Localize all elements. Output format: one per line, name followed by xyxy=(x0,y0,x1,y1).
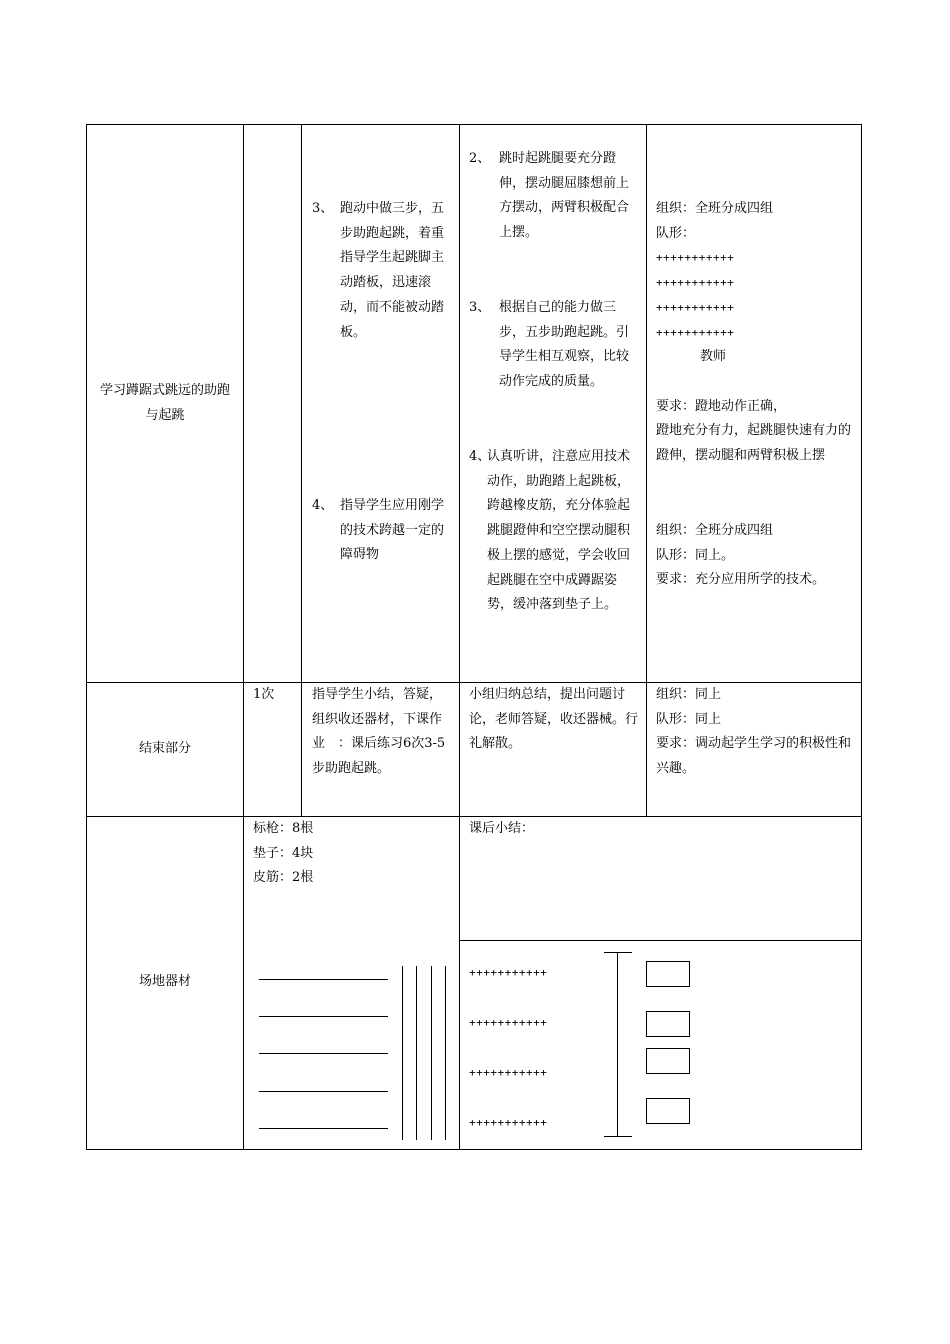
formation-row: +++++++++++ xyxy=(656,251,735,265)
teacher-item xyxy=(312,197,454,345)
teacher-summary-text: 指导学生小结，答疑，组织收还器材，下课作业 ：课后练习6次3-5步助跑起跳。 xyxy=(312,687,446,777)
field-line xyxy=(259,1053,388,1054)
field-line xyxy=(259,1016,388,1017)
formation-row: +++++++++++ xyxy=(656,300,735,314)
section-title: 学习蹲踞式跳远的助跑与起跳 xyxy=(99,383,230,423)
landing-mat xyxy=(646,1011,690,1037)
landing-mat xyxy=(646,1098,690,1124)
formation-row: +++++++++++ xyxy=(469,1016,548,1029)
student-summary-text: 小组归纳总结，提出问题讨论，老师答疑，收还器械。行礼解散。 xyxy=(469,687,639,752)
field-line xyxy=(445,966,446,1140)
formation-row: +++++++++++ xyxy=(469,966,548,979)
item-text: 根据自己的能力做三步，五步助跑起跳。引导学生相互观察，比较动作完成的质量。 xyxy=(499,300,630,390)
item-text: 跑动中做三步，五步助跑起跳，着重指导学生起跳脚主动踏板，迅速滚动，而不能被动踏板。 xyxy=(340,201,445,340)
item-text: 指导学生应用刚学的技术跨越一定的障碍物 xyxy=(340,498,445,563)
field-line xyxy=(259,1091,388,1092)
teacher-item xyxy=(312,494,454,568)
landing-mat xyxy=(646,961,690,987)
formation-text: 队形：同上 xyxy=(656,711,722,727)
student-item xyxy=(469,296,641,395)
field-line xyxy=(431,966,432,1140)
formation-label: 队形： xyxy=(656,225,696,241)
organization-block xyxy=(656,683,858,782)
landing-mat xyxy=(646,1048,690,1074)
section-title: 场地器材 xyxy=(138,974,191,989)
summary-divider xyxy=(459,940,862,941)
organization-block xyxy=(656,197,858,469)
field-line xyxy=(416,966,417,1140)
organization-text: 组织：全班分成四组 xyxy=(656,201,774,216)
item-number: 3、 xyxy=(469,300,491,315)
table-left-border xyxy=(86,124,87,1150)
field-line xyxy=(259,979,388,980)
formation-row: +++++++++++ xyxy=(656,325,735,339)
equipment-item: 皮筋：2根 xyxy=(253,870,314,886)
runway-line xyxy=(617,952,618,1137)
times-value: 1次 xyxy=(253,687,275,702)
item-text: 认真听讲，注意应用技术动作，助跑踏上起跳板，跨越橡皮筋，充分体验起跳腿蹬伸和空空摆动腿积极上摆的感觉，学会收回起跳腿在空中成蹲踞姿势，缓冲落到垫子上。 xyxy=(487,449,631,613)
equipment-list xyxy=(253,817,453,891)
organization-text: 组织：全班分成四组 xyxy=(656,523,774,538)
runway-end-cap xyxy=(604,952,632,953)
item-number: 3、 xyxy=(312,201,334,216)
requirement-text: 要求：蹬地动作正确， xyxy=(656,398,787,414)
requirement-text: 要求：调动起学生学习的积极性和兴趣。 xyxy=(656,736,852,777)
equipment-item: 标枪：8根 xyxy=(253,821,314,836)
teacher-position-label: 教师 xyxy=(700,349,727,365)
after-class-summary-label: 课后小结： xyxy=(469,821,535,836)
column-divider xyxy=(301,124,302,816)
field-line xyxy=(259,1128,388,1129)
table-right-border xyxy=(861,124,862,1150)
formation-row: +++++++++++ xyxy=(469,1116,548,1129)
student-item xyxy=(469,147,641,246)
organization-block xyxy=(656,519,858,593)
item-number: 4、 xyxy=(469,449,491,464)
column-divider xyxy=(459,124,460,1150)
item-number: 2、 xyxy=(469,151,491,166)
formation-row: +++++++++++ xyxy=(656,276,735,290)
equipment-item: 垫子：4块 xyxy=(253,845,314,861)
field-line xyxy=(402,966,403,1140)
column-divider xyxy=(646,124,647,816)
formation-row: +++++++++++ xyxy=(469,1066,548,1079)
organization-text: 组织：同上 xyxy=(656,687,722,702)
runway-end-cap xyxy=(604,1136,632,1137)
requirement-text: 要求：充分应用所学的技术。 xyxy=(656,572,826,588)
item-number: 4、 xyxy=(312,498,334,513)
requirement-text: 蹬地充分有力，起跳腿快速有力的蹬伸，摆动腿和两臂积极上摆 xyxy=(656,423,852,464)
table-bottom-border xyxy=(86,1149,862,1150)
column-divider xyxy=(243,124,244,1150)
item-text: 跳时起跳腿要充分蹬伸，摆动腿屈膝想前上方摆动，两臂积极配合上摆。 xyxy=(499,151,630,241)
section-title: 结束部分 xyxy=(138,741,191,756)
formation-text: 队形：同上。 xyxy=(656,547,735,563)
student-item xyxy=(469,445,641,618)
table-top-border xyxy=(86,124,862,125)
